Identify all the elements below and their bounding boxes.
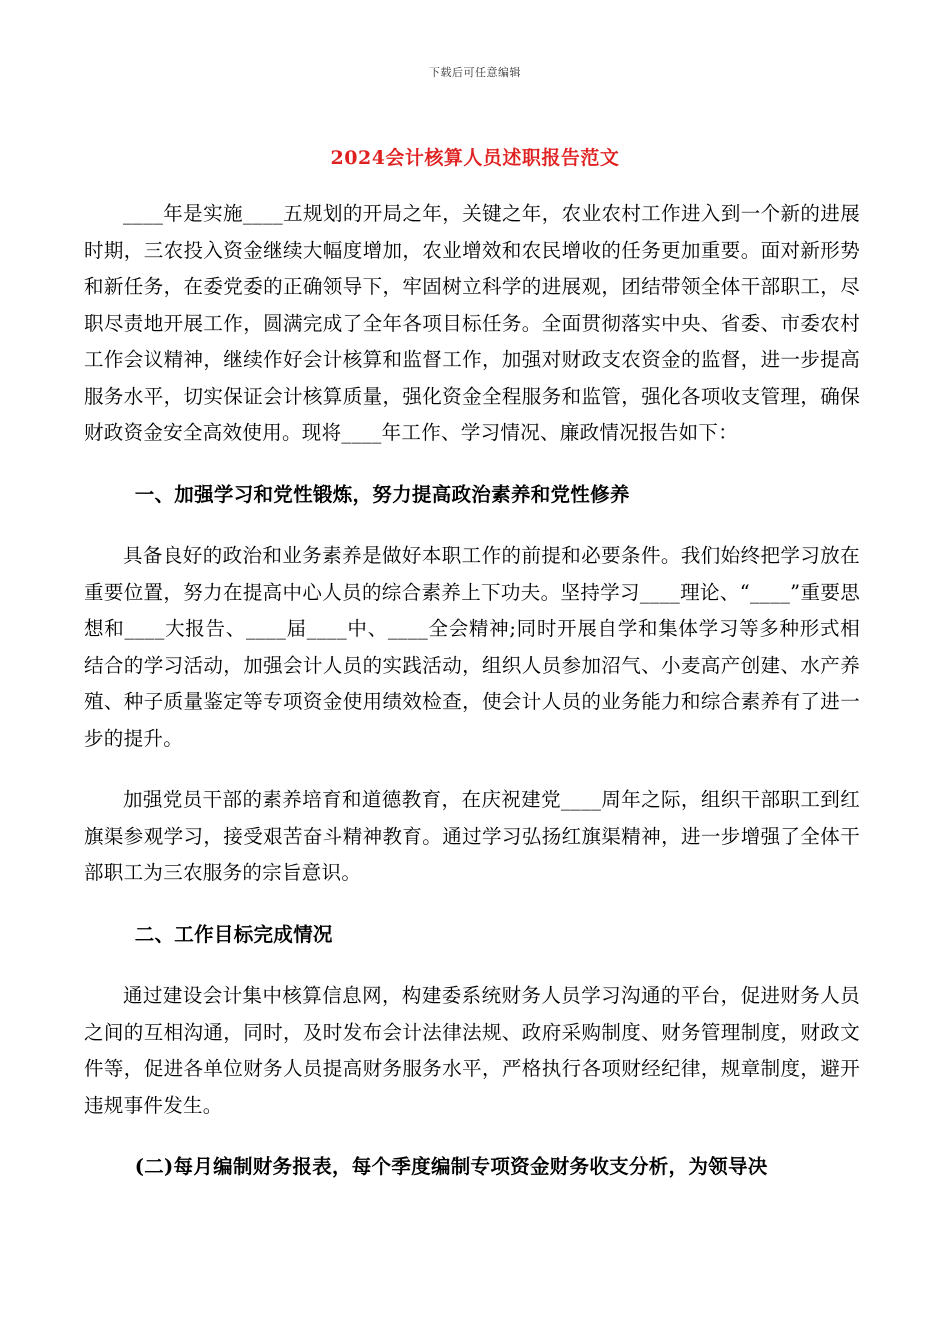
section-2-paragraph-1: 通过建设会计集中核算信息网，构建委系统财务人员学习沟通的平台，促进财务人员之间的互相沟通，同时，及时发布会计法律法规、政府采购制度、财务管理制度，财政文件等，促进各单位财务人员提高财务服务水平，严格执行各项财经纪律，规章制度，避开违规事件发生。 xyxy=(84,984,860,1117)
section-2-subheading: (二)每月编制财务报表，每个季度编制专项资金财务收支分析，为领导决 xyxy=(134,1155,768,1178)
section-1-paragraph-2: 加强党员干部的素养培育和道德教育，在庆祝建党____周年之际，组织干部职工到红旗渠参观学习，接受艰苦奋斗精神教育。通过学习弘扬红旗渠精神，进一步增强了全体干部职工为三农服务的宗旨意识。 xyxy=(84,788,860,884)
section-1-paragraph-1: 具备良好的政治和业务素养是做好本职工作的前提和必要条件。我们始终把学习放在重要位置，努力在提高中心人员的综合素养上下功夫。坚持学习____理论、“____”重要思想和____大报告、____届____中、____全会精神;同时开展自学和集体学习等多种形式相结合的学习活动，加强会计人员的实践活动，组织人员参加沼气、小麦高产创建、水产养殖、种子质量鉴定等专项资金使用绩效检查，使会计人员的业务能力和综合素养有了进一步的提升。 xyxy=(84,544,860,750)
section-1-heading: 一、加强学习和党性锻炼，努力提高政治素养和党性修养 xyxy=(134,482,630,506)
header-note: 下载后可任意编辑 xyxy=(429,66,521,79)
section-2-heading: 二、工作目标完成情况 xyxy=(134,922,333,946)
intro-paragraph: ____年是实施____五规划的开局之年，关键之年，农业农村工作进入到一个新的进展时期，三农投入资金继续大幅度增加，农业增效和农民增收的任务更加重要。面对新形势和新任务，在委党委的正确领导下，牢固树立科学的进展观，团结带领全体干部职工，尽职尽责地开展工作，圆满完成了全年各项目标任务。全面贯彻落实中央、省委、市委农村工作会议精神，继续作好会计核算和监督工作，加强对财政支农资金的监督，进一步提高服务水平，切实保证会计核算质量，强化资金全程服务和监管，强化各项收支管理，确保财政资金安全高效使用。现将____年工作、学习情况、廉政情况报告如下： xyxy=(84,202,860,444)
document-body xyxy=(84,196,860,1211)
document-title: 2024会计核算人员述职报告范文 xyxy=(330,147,620,169)
